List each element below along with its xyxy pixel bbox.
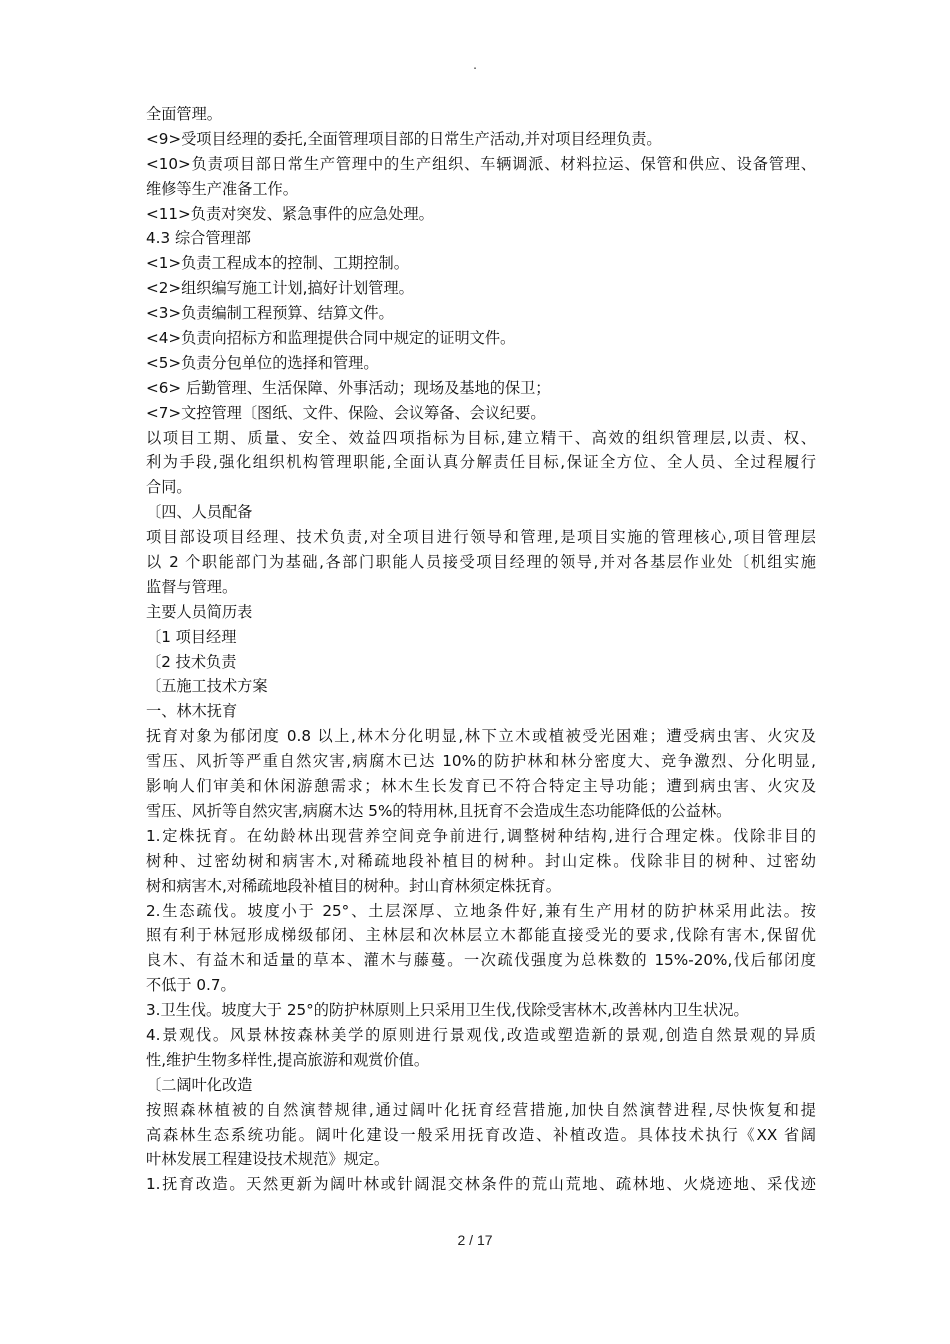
text-line: 4.景观伐。风景林按森林美学的原则进行景观伐,改造或塑造新的景观,创造自然景观的异质 [146,1025,816,1044]
text-line: 抚育对象为郁闭度 0.8 以上,林木分化明显,林下立木或植被受光困难；遭受病虫害、火灾及 [146,727,816,746]
text-line: 主要人员简历表 [146,602,253,621]
text-line: 影响人们审美和休闲游憩需求；林木生长发育已不符合特定主导功能；遭到病虫害、火灾及 [146,777,816,796]
text-line: 〔2 技术负责 [146,652,237,671]
text-line: <9>受项目经理的委托,全面管理项目部的日常生产活动,并对项目经理负责。 [146,129,662,148]
text-line: 良木、有益木和适量的草本、灌木与藤蔓。一次疏伐强度为总株数的 15%-20%,伐后郁闭度 [146,951,816,970]
text-line: <2>组织编写施工计划,搞好计划管理。 [146,279,414,298]
text-line: 合同。 [146,478,192,497]
text-line: 叶林发展工程建设技术规范》规定。 [146,1150,389,1169]
text-line: 高森林生态系统功能。阔叶化建设一般采用抚育改造、补植改造。具体技术执行《XX 省阔 [146,1125,816,1144]
document-body [146,102,816,1197]
text-line: 不低于 0.7。 [146,976,236,995]
text-line: 雪压、风折等自然灾害,病腐木达 5%的特用林,且抚育不会造成生态功能降低的公益林。 [146,801,732,820]
text-line: 〔1 项目经理 [146,627,237,646]
text-line: 全面管理。 [146,105,222,123]
text-line: 性,维护生物多样性,提高旅游和观赏价值。 [146,1050,430,1069]
text-line: <10>负责项目部日常生产管理中的生产组织、车辆调派、材料拉运、保管和供应、设备管理、 [146,154,816,173]
text-line: <1>负责工程成本的控制、工期控制。 [146,254,409,273]
text-line: 以 2 个职能部门为基础,各部门职能人员接受项目经理的领导,并对各基层作业处〔机组实施 [146,553,816,572]
text-line: <5>负责分包单位的选择和管理。 [146,353,379,372]
text-line: <6> 后勤管理、生活保障、外事活动；现场及基地的保卫； [146,378,551,397]
text-line: <11>负责对突发、紧急事件的应急处理。 [146,204,434,223]
text-line: 3.卫生伐。坡度大于 25°的防护林原则上只采用卫生伐,伐除受害林木,改善林内卫生状况。 [146,1001,749,1020]
text-line: 雪压、风折等严重自然灾害,病腐木已达 10%的防护林和林分密度大、竞争激烈、分化明显, [146,752,816,771]
text-line: 2.生态疏伐。坡度小于 25°、土层深厚、立地条件好,兼有生产用材的防护林采用此法。按 [146,901,816,920]
page-header-mark: . [473,58,477,72]
text-line: 利为手段,强化组织机构管理职能,全面认真分解责任目标,保证全方位、全人员、全过程履行 [146,453,816,472]
text-line: 1.抚育改造。天然更新为阔叶林或针阔混交林条件的荒山荒地、疏林地、火烧迹地、采伐迹 [146,1175,816,1194]
text-line: 照有利于林冠形成梯级郁闭、主林层和次林层立木都能直接受光的要求,伐除有害木,保留优 [146,926,816,945]
text-line: 树种、过密幼树和病害木,对稀疏地段补植目的树种。封山定株。伐除非目的树种、过密幼 [146,851,816,870]
text-line: 树和病害木,对稀疏地段补植目的树种。封山育林须定株抚育。 [146,876,561,895]
text-line: <3>负责编制工程预算、结算文件。 [146,304,394,323]
text-line: 以项目工期、质量、安全、效益四项指标为目标,建立精干、高效的组织管理层,以责、权、 [146,428,816,447]
text-line: 按照森林植被的自然演替规律,通过阔叶化抚育经营措施,加快自然演替进程,尽快恢复和提 [146,1100,816,1119]
text-line: <7>文控管理〔图纸、文件、保险、会议筹备、会议纪要。 [146,403,546,422]
text-line: 监督与管理。 [146,577,238,596]
section-heading: 〔二阔叶化改造 [146,1075,253,1094]
section-heading: 4.3 综合管理部 [146,229,251,248]
text-line: 维修等生产准备工作。 [146,179,298,198]
text-line: <4>负责向招标方和监理提供合同中规定的证明文件。 [146,329,516,348]
text-line: 1.定株抚育。在幼龄林出现营养空间竞争前进行,调整树种结构,进行合理定株。伐除非目的 [146,826,816,845]
text-line: 项目部设项目经理、技术负责,对全项目进行领导和管理,是项目实施的管理核心,项目管理层 [146,528,816,547]
page-indicator: 2 / 17 [457,1232,493,1248]
section-heading: 一、林木抚育 [146,702,238,721]
section-heading: 〔五施工技术方案 [146,677,268,696]
section-heading: 〔四、人员配备 [146,503,253,522]
